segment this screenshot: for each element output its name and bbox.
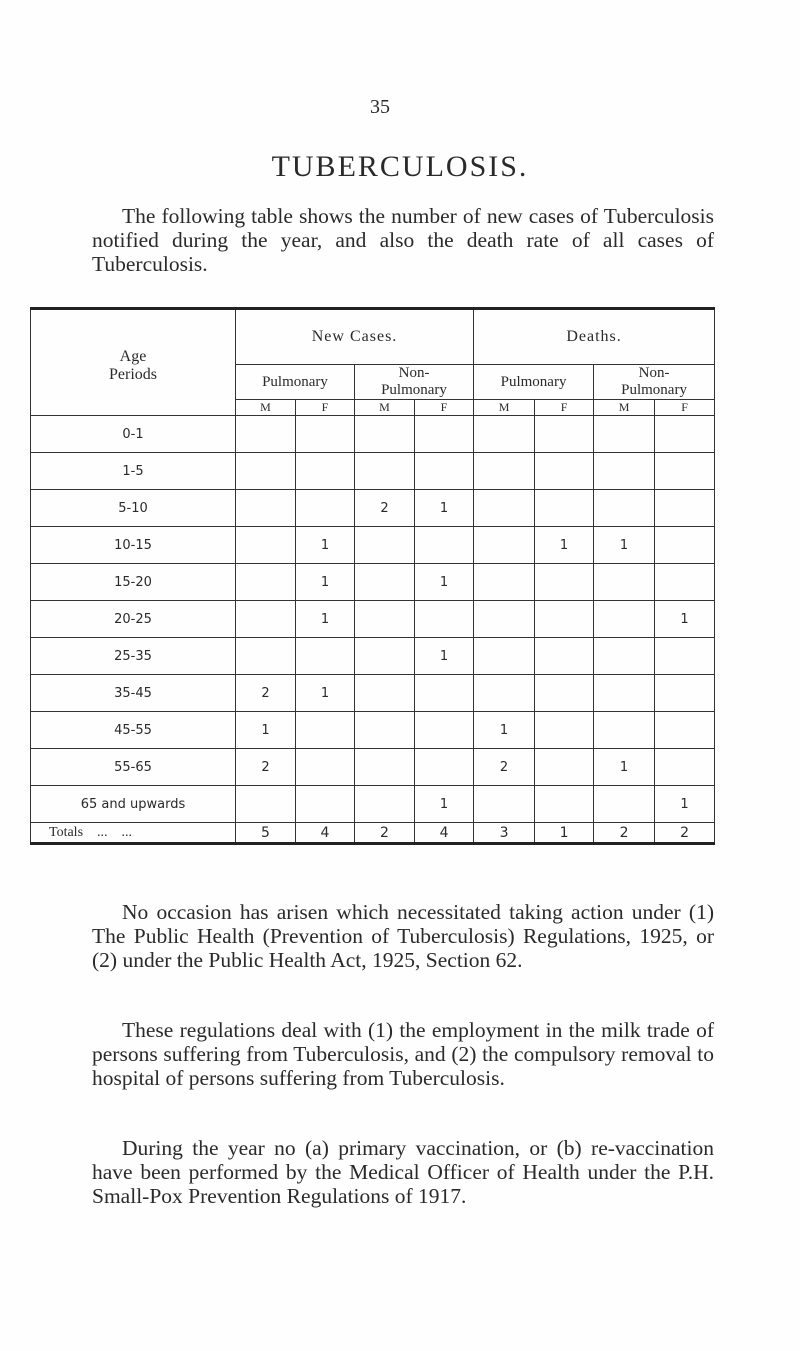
age-period-cell: 65 and upwards <box>31 786 236 823</box>
age-period-cell: 20-25 <box>31 601 236 638</box>
intro-text: The following table shows the number of new cases of Tuberculosis notified during the year, and also the death rate of all cases of Tuberculosis. <box>92 204 714 276</box>
count-cell: 2 <box>474 749 535 786</box>
count-cell <box>296 490 355 527</box>
total-cell: 2 <box>655 823 715 844</box>
count-cell <box>355 601 415 638</box>
count-cell <box>535 786 594 823</box>
total-cell: 4 <box>415 823 474 844</box>
new-non-pulmonary-header <box>355 365 474 400</box>
count-cell <box>535 564 594 601</box>
count-cell <box>296 712 355 749</box>
count-cell <box>236 416 296 453</box>
count-cell <box>474 675 535 712</box>
count-cell: 2 <box>355 490 415 527</box>
count-cell <box>594 601 655 638</box>
count-cell <box>655 453 715 490</box>
count-cell <box>474 416 535 453</box>
new-pulmonary-header: Pulmonary <box>236 365 355 400</box>
age-period-cell: 35-45 <box>31 675 236 712</box>
age-period-cell: 1-5 <box>31 453 236 490</box>
total-cell: 4 <box>296 823 355 844</box>
paragraph-vaccination <box>92 1136 714 1208</box>
new-cases-header: New Cases. <box>236 309 474 365</box>
count-cell: 1 <box>655 601 715 638</box>
count-cell: 1 <box>296 601 355 638</box>
paragraph-regulations-scope <box>92 1018 714 1090</box>
deaths-header: Deaths. <box>474 309 715 365</box>
total-cell: 3 <box>474 823 535 844</box>
intro-paragraph <box>92 204 714 276</box>
age-header-line-2: Periods <box>109 366 157 383</box>
count-cell: 1 <box>415 638 474 675</box>
count-cell <box>415 601 474 638</box>
paragraph-text: No occasion has arisen which necessitated taking action under (1) The Public Health (Prevention of Tuberculosis) Regulations, 1925, or (2) under the Public Health Act, 1925, Section 62. <box>92 900 714 972</box>
count-cell: 1 <box>655 786 715 823</box>
age-period-cell: 55-65 <box>31 749 236 786</box>
count-cell <box>415 527 474 564</box>
table-row <box>31 490 715 527</box>
count-cell <box>655 527 715 564</box>
count-cell <box>655 416 715 453</box>
age-periods-header <box>31 309 236 416</box>
non-pulmonary-line-1: Non- <box>638 365 670 381</box>
count-cell <box>296 638 355 675</box>
count-cell <box>355 564 415 601</box>
non-pulmonary-line-1: Non- <box>398 365 430 381</box>
count-cell <box>296 416 355 453</box>
count-cell <box>594 416 655 453</box>
count-cell <box>594 453 655 490</box>
count-cell: 1 <box>474 712 535 749</box>
total-cell: 2 <box>594 823 655 844</box>
count-cell <box>355 749 415 786</box>
table-row <box>31 712 715 749</box>
count-cell: 1 <box>415 786 474 823</box>
deaths-pulmonary-header: Pulmonary <box>474 365 594 400</box>
count-cell <box>474 527 535 564</box>
count-cell <box>474 638 535 675</box>
age-period-cell: 5-10 <box>31 490 236 527</box>
count-cell <box>415 453 474 490</box>
age-period-cell: 25-35 <box>31 638 236 675</box>
count-cell <box>236 564 296 601</box>
table-row <box>31 527 715 564</box>
count-cell <box>655 490 715 527</box>
age-period-cell: 0-1 <box>31 416 236 453</box>
count-cell <box>415 749 474 786</box>
count-cell <box>236 527 296 564</box>
count-cell <box>535 749 594 786</box>
page-number: 35 <box>370 96 390 118</box>
count-cell <box>415 675 474 712</box>
totals-label: Totals ... ... <box>31 823 236 844</box>
count-cell <box>535 675 594 712</box>
count-cell <box>535 416 594 453</box>
table-row <box>31 749 715 786</box>
count-cell: 1 <box>296 527 355 564</box>
count-cell <box>355 453 415 490</box>
count-cell <box>535 601 594 638</box>
count-cell: 2 <box>236 749 296 786</box>
count-cell <box>415 416 474 453</box>
age-period-cell: 15-20 <box>31 564 236 601</box>
count-cell: 1 <box>415 490 474 527</box>
sex-header-f: F <box>296 400 355 416</box>
count-cell <box>655 638 715 675</box>
count-cell <box>474 564 535 601</box>
table-row <box>31 416 715 453</box>
paragraph-text: During the year no (a) primary vaccination, or (b) re-vaccination have been performed by the Medical Officer of Health under the P.H. Small-Pox Prevention Regulations of 1917. <box>92 1136 714 1208</box>
count-cell: 1 <box>236 712 296 749</box>
count-cell: 1 <box>296 564 355 601</box>
tuberculosis-table <box>30 307 714 845</box>
count-cell <box>236 490 296 527</box>
sex-header-m: M <box>355 400 415 416</box>
deaths-non-pulmonary-header <box>594 365 715 400</box>
table-row <box>31 786 715 823</box>
count-cell: 1 <box>594 527 655 564</box>
count-cell <box>535 638 594 675</box>
sex-header-m: M <box>594 400 655 416</box>
count-cell <box>594 638 655 675</box>
count-cell: 1 <box>415 564 474 601</box>
totals-row <box>31 823 715 844</box>
sex-header-m: M <box>236 400 296 416</box>
count-cell: 1 <box>535 527 594 564</box>
count-cell: 1 <box>296 675 355 712</box>
count-cell <box>296 786 355 823</box>
paragraph-text: These regulations deal with (1) the employment in the milk trade of persons suffering from Tuberculosis, and (2) the compulsory removal to hospital of persons suffering from Tuberculosis. <box>92 1018 714 1090</box>
count-cell <box>415 712 474 749</box>
count-cell <box>296 453 355 490</box>
sex-header-f: F <box>655 400 715 416</box>
total-cell: 1 <box>535 823 594 844</box>
non-pulmonary-line-2: Pulmonary <box>381 382 447 398</box>
count-cell <box>594 712 655 749</box>
count-cell <box>236 453 296 490</box>
count-cell <box>655 712 715 749</box>
sex-header-f: F <box>535 400 594 416</box>
sex-header-f: F <box>415 400 474 416</box>
age-period-cell: 10-15 <box>31 527 236 564</box>
count-cell: 1 <box>594 749 655 786</box>
count-cell <box>474 490 535 527</box>
count-cell <box>355 675 415 712</box>
count-cell <box>535 712 594 749</box>
count-cell <box>474 786 535 823</box>
count-cell <box>236 601 296 638</box>
count-cell <box>474 601 535 638</box>
count-cell <box>594 564 655 601</box>
table-row <box>31 453 715 490</box>
sex-header-m: M <box>474 400 535 416</box>
non-pulmonary-line-2: Pulmonary <box>621 382 687 398</box>
count-cell <box>594 490 655 527</box>
count-cell <box>655 749 715 786</box>
count-cell <box>655 564 715 601</box>
count-cell <box>355 712 415 749</box>
count-cell <box>296 749 355 786</box>
age-header-line-1: Age <box>119 348 147 365</box>
count-cell <box>535 453 594 490</box>
count-cell <box>355 527 415 564</box>
table-row <box>31 675 715 712</box>
page-title: TUBERCULOSIS. <box>271 150 529 183</box>
table-row <box>31 601 715 638</box>
count-cell <box>355 416 415 453</box>
count-cell: 2 <box>236 675 296 712</box>
count-cell <box>236 638 296 675</box>
paragraph-regulations-action <box>92 900 714 972</box>
count-cell <box>355 638 415 675</box>
table-row <box>31 638 715 675</box>
total-cell: 5 <box>236 823 296 844</box>
count-cell <box>236 786 296 823</box>
count-cell <box>594 675 655 712</box>
total-cell: 2 <box>355 823 415 844</box>
age-period-cell: 45-55 <box>31 712 236 749</box>
table-row <box>31 564 715 601</box>
count-cell <box>594 786 655 823</box>
count-cell <box>535 490 594 527</box>
count-cell <box>655 675 715 712</box>
count-cell <box>474 453 535 490</box>
count-cell <box>355 786 415 823</box>
